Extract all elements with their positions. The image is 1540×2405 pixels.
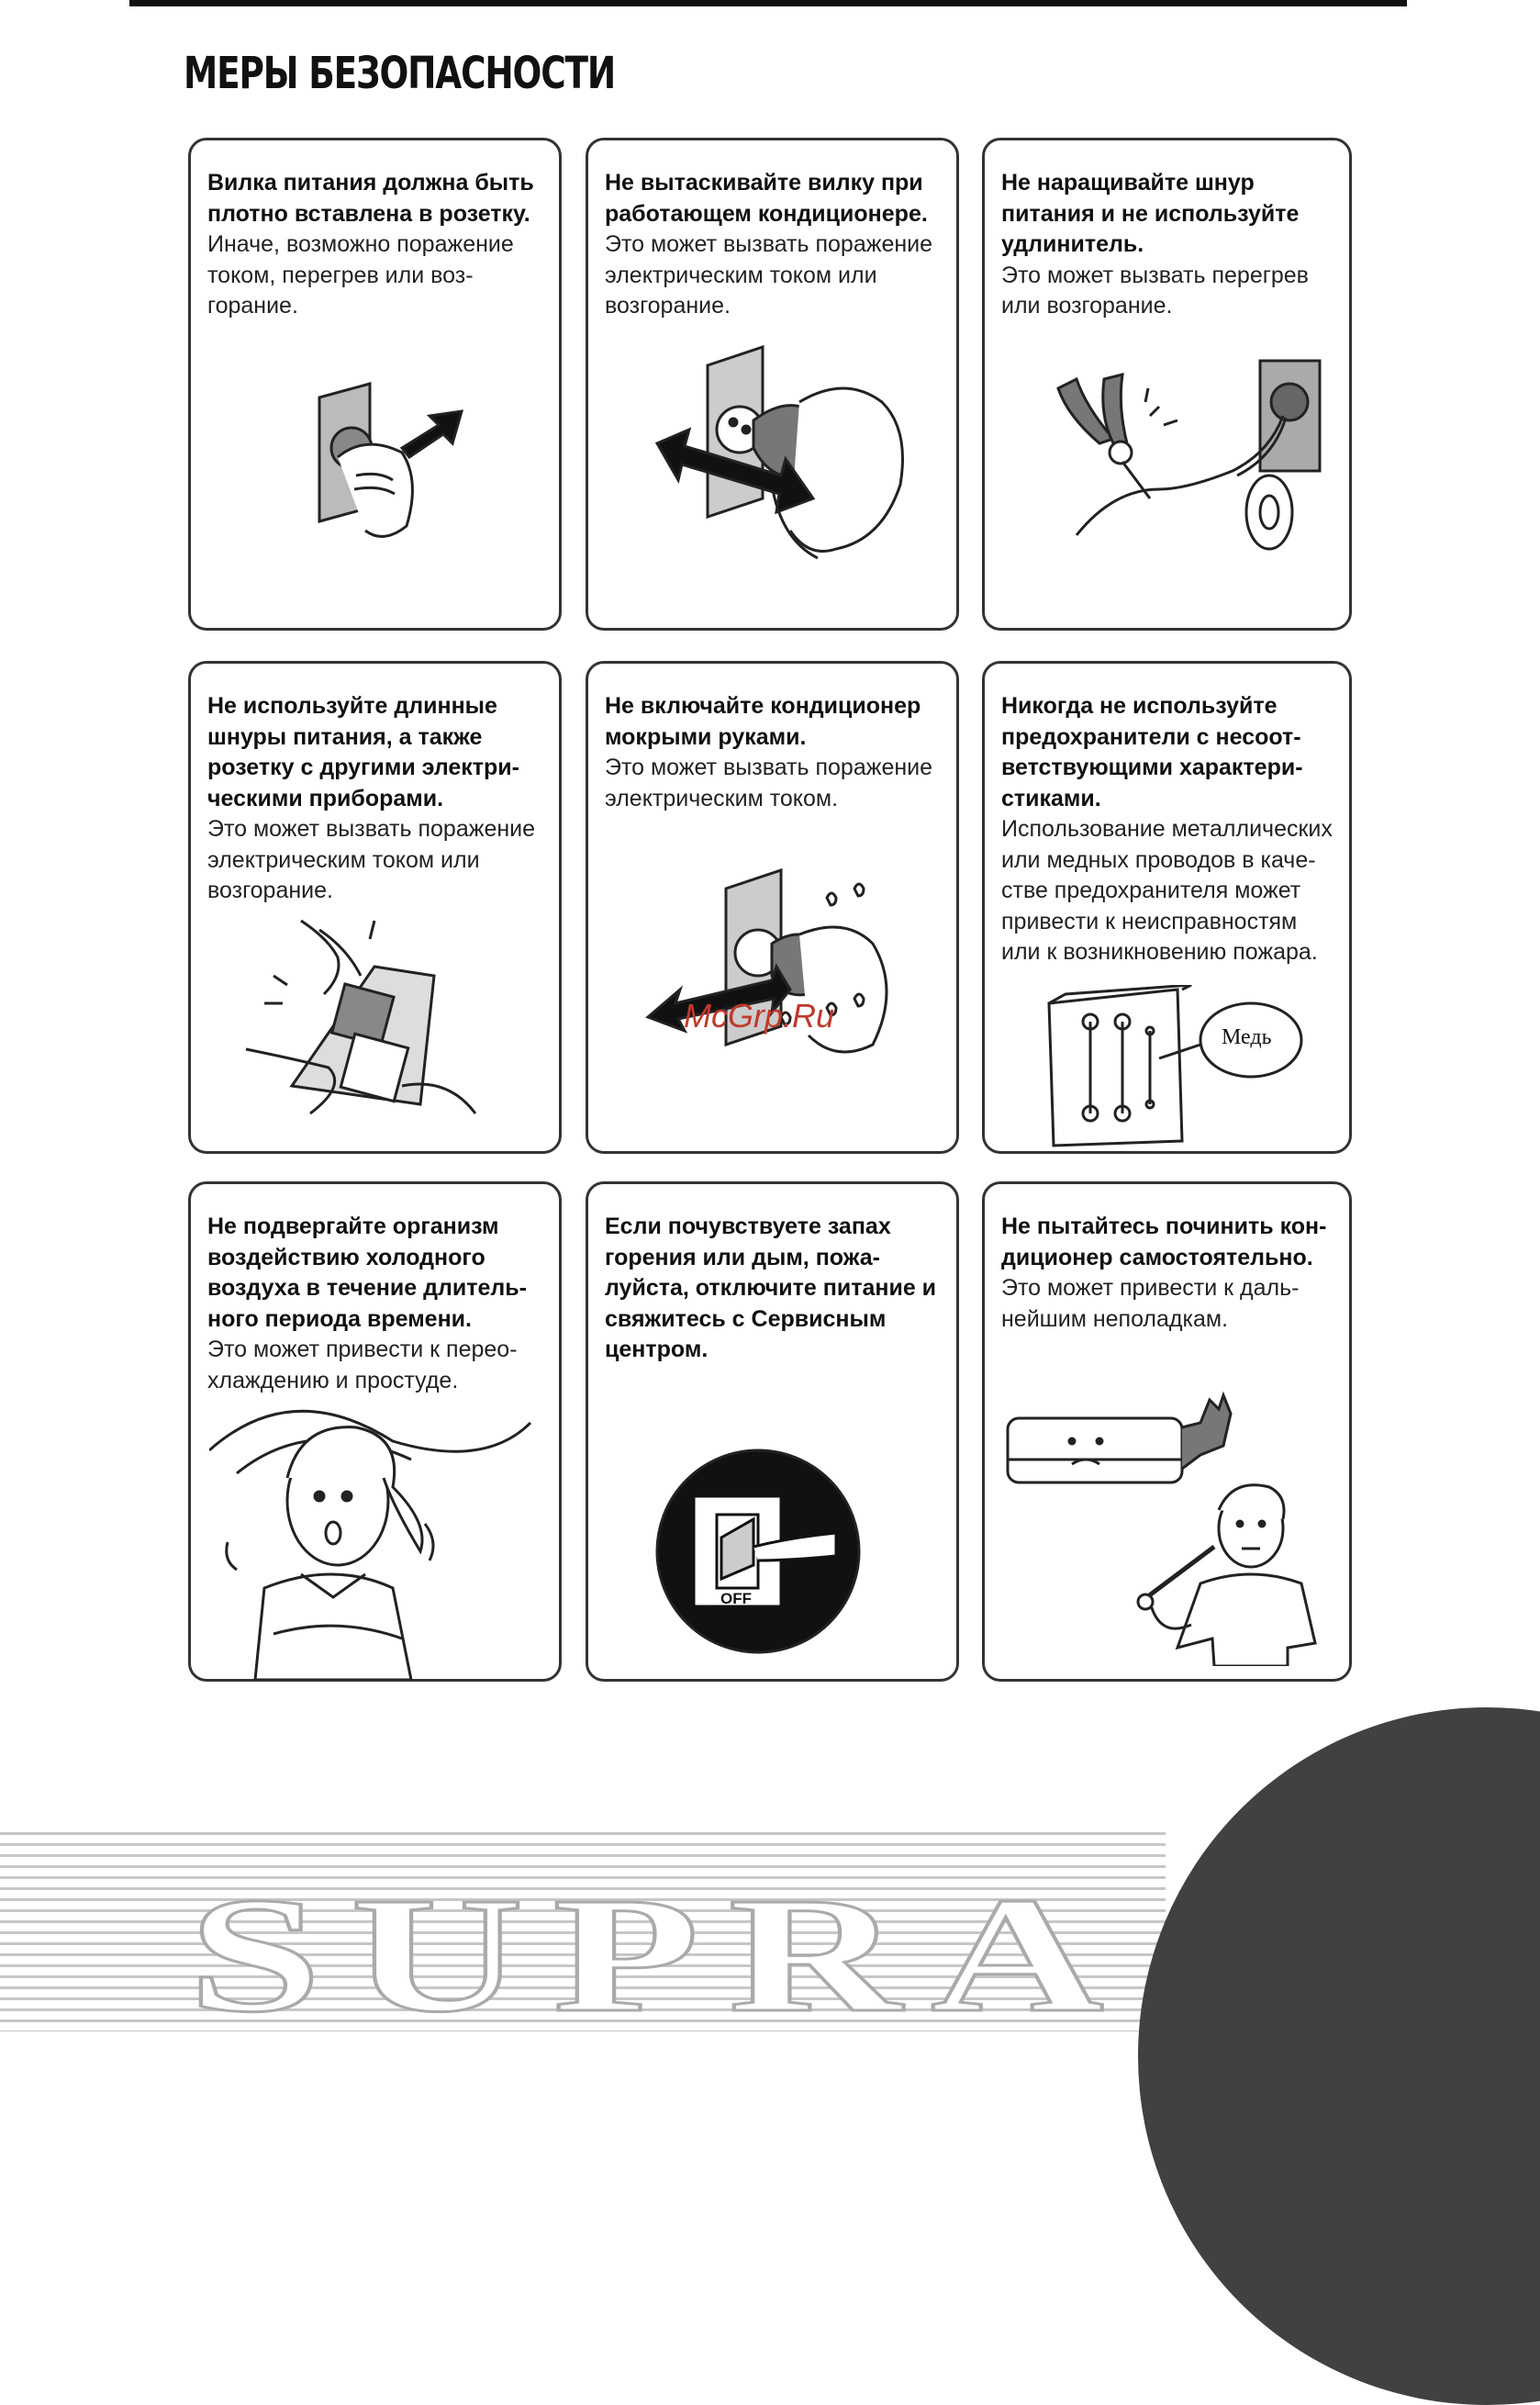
safety-card-wet-hands [586, 661, 959, 1154]
card-heading: Вилка питания должна быть плотно вставлена в розетку. [207, 170, 534, 227]
plug-insert-icon [301, 370, 466, 554]
card-text [1001, 691, 1340, 968]
card-body: Это может вызвать поражение электрическим током или возгорание. [207, 816, 536, 903]
top-rule [129, 0, 1407, 6]
safety-card-cold-air [188, 1181, 562, 1682]
card-text [605, 168, 947, 322]
card-body: Это может привести к перео-хлаждению и простуде. [207, 1337, 518, 1393]
safety-card-plug-insert [188, 138, 562, 631]
watermark-text: McGrp.Ru [684, 997, 835, 1035]
card-text [1001, 168, 1340, 322]
card-text [605, 691, 947, 814]
safety-card-power-strip [188, 661, 562, 1154]
card-heading: Если почувствуете запах горения или дым, пожа-луйста, отключите питание и свяжитесь с Сервисным центром. [605, 1214, 937, 1362]
card-body: Это может вызвать поражение электрическим током. [605, 755, 933, 811]
safety-card-repair [982, 1181, 1352, 1682]
card-heading: Не включайте кондиционер мокрыми руками. [605, 693, 921, 750]
safety-card-fuse [982, 661, 1352, 1154]
card-text [1001, 1212, 1340, 1335]
card-body: Иначе, возможно поражение током, перегрев или воз-горание. [207, 231, 514, 319]
card-text [207, 1212, 550, 1396]
page-title: МЕРЫ БЕЗОПАСНОСТИ [184, 48, 616, 99]
card-heading: Не подвергайте организм воздействию холодного воздуха в течение длитель-ного периода времени. [207, 1214, 527, 1332]
safety-card-plug-pull [586, 138, 959, 631]
wet-hand-icon [643, 861, 919, 1091]
safety-card-cord-splice [982, 138, 1352, 631]
card-heading: Никогда не используйте предохранители с несоот-ветствующими характери-стиками. [1001, 693, 1303, 811]
fuse-panel-icon [1040, 985, 1315, 1150]
brand-logo: SUPRA [188, 1863, 1133, 2046]
power-off-icon [653, 1446, 864, 1657]
plug-pull-icon [653, 338, 919, 576]
card-heading: Не вытаскивайте вилку при работающем кондиционере. [605, 170, 928, 227]
card-text [207, 168, 550, 322]
card-body: Это может вызвать перегрев или возгорание. [1001, 262, 1309, 319]
card-body: Это может вызвать поражение электрическим током или возгорание. [605, 231, 933, 319]
card-heading: Не пытайтесь починить кон-диционер самостоятельно. [1001, 1214, 1327, 1270]
safety-card-smoke [586, 1181, 959, 1682]
card-heading: Не наращивайте шнур питания и не используйте удлинитель. [1001, 170, 1300, 257]
card-heading: Не используйте длинные шнуры питания, а также розетку с другими электри-ческими приборами. [207, 693, 520, 811]
card-body: Это может привести к даль-нейшим неполадкам. [1001, 1275, 1300, 1332]
switch-off-label: OFF [720, 1590, 752, 1607]
cold-person-icon [209, 1386, 549, 1680]
card-text [207, 691, 550, 907]
card-body: Использование металлических или медных проводов в каче-стве предохранителя может привести к неисправностям или к возникновению пожара. [1001, 816, 1333, 965]
power-strip-icon [237, 902, 512, 1136]
corner-decoration [1138, 1707, 1540, 2405]
cord-splice-icon [1049, 352, 1324, 563]
repair-person-icon [994, 1391, 1343, 1666]
card-text [605, 1212, 947, 1366]
copper-bubble-label: Медь [1222, 1025, 1272, 1049]
